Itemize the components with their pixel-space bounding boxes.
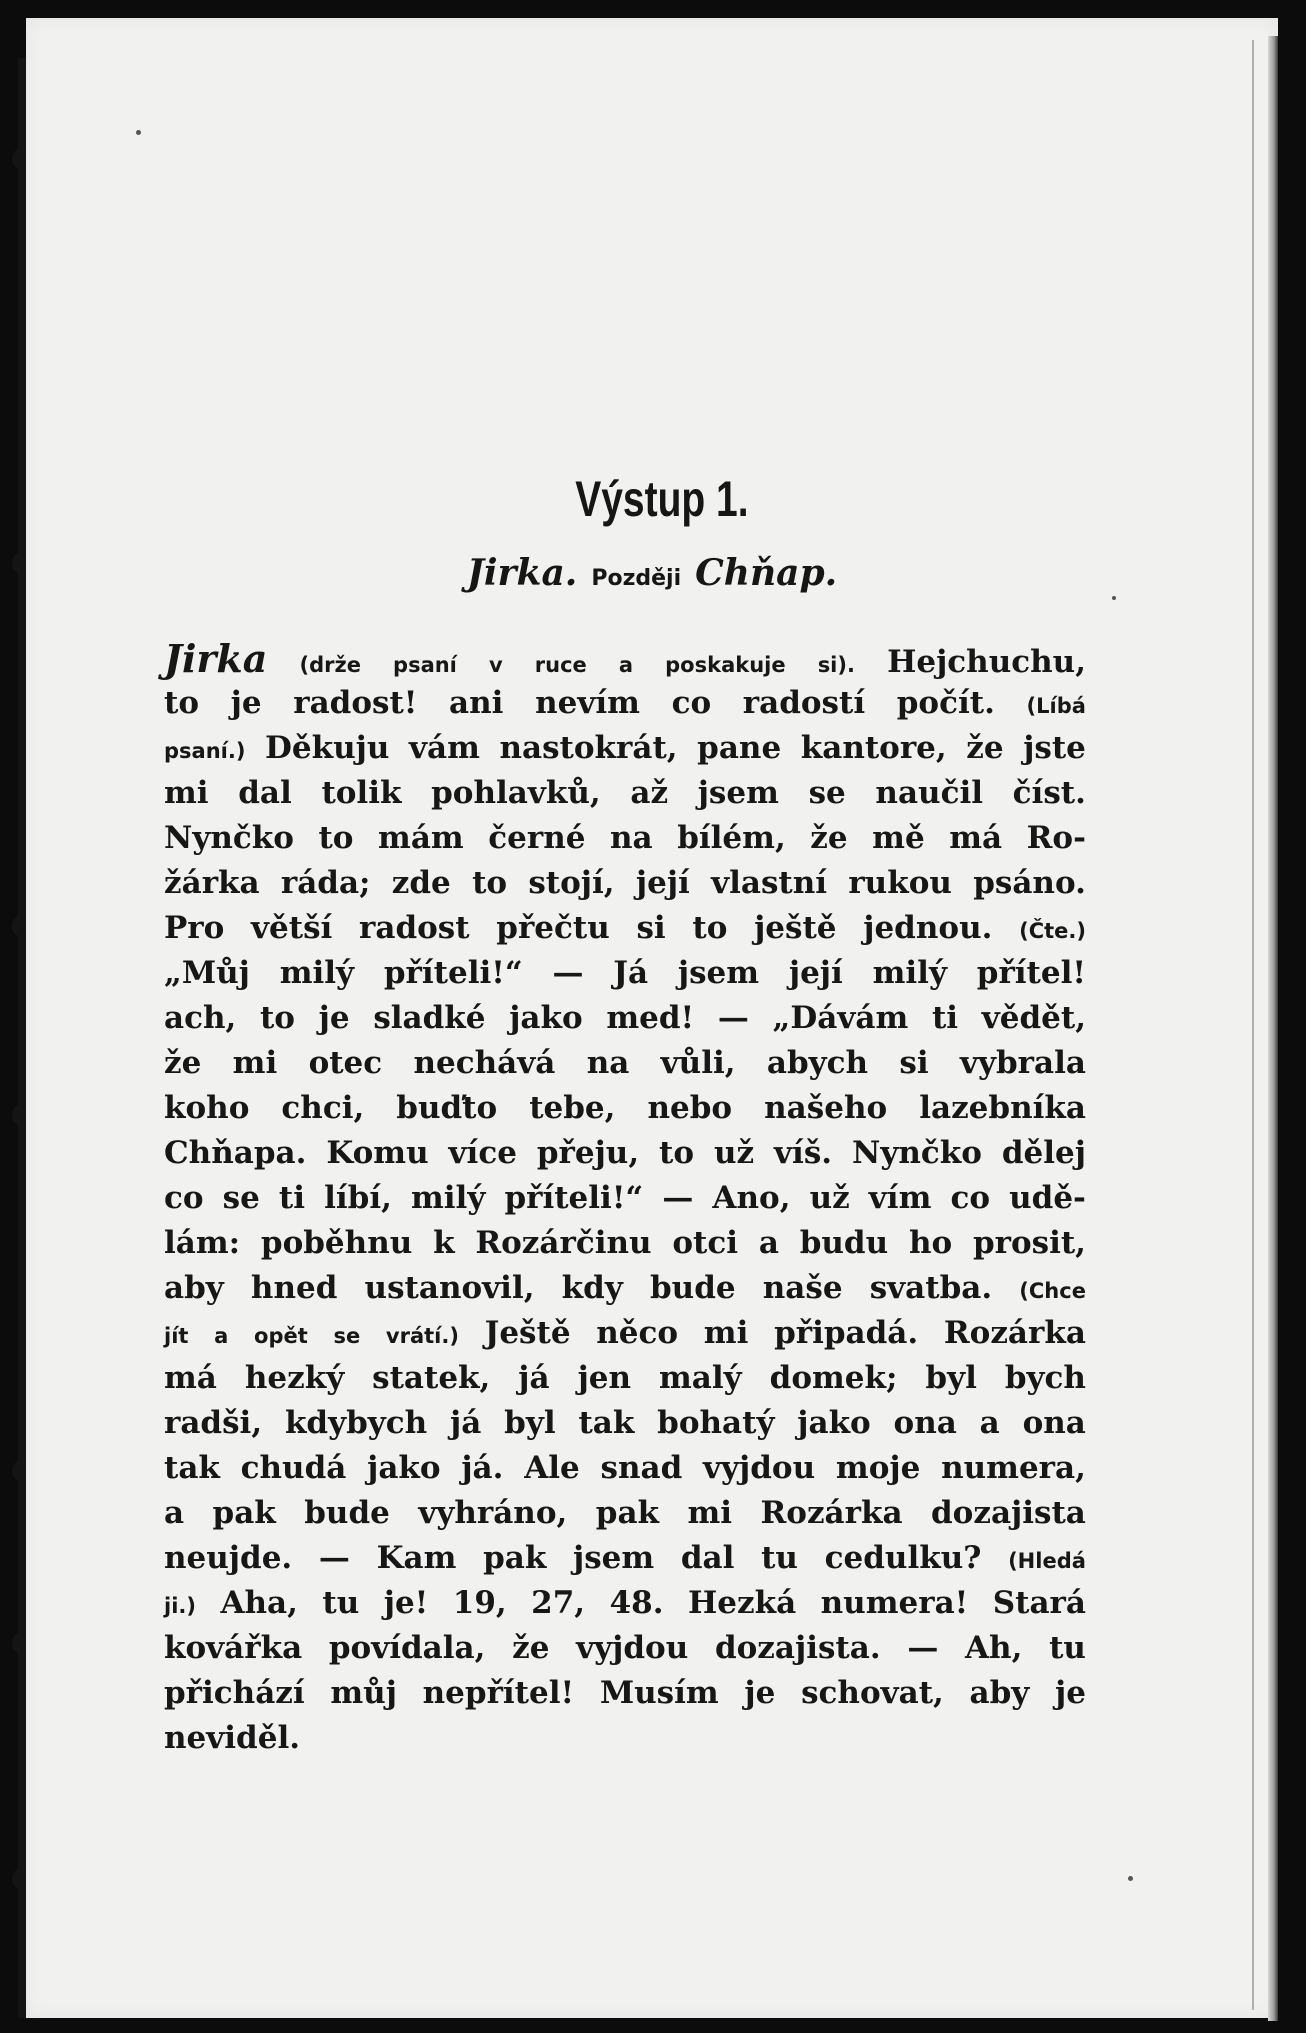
word: si — [636, 910, 666, 946]
word: mě — [872, 820, 925, 856]
word: tebe, — [529, 1090, 616, 1126]
word: více — [448, 1135, 517, 1171]
word: prosit, — [972, 1225, 1086, 1261]
word: cedulku? — [824, 1540, 982, 1576]
text-line — [164, 1131, 1086, 1176]
word: v — [488, 653, 503, 677]
word: nebo — [647, 1090, 733, 1126]
word: mi — [703, 1315, 749, 1351]
word: vyjdou — [703, 1450, 816, 1486]
word: byl — [925, 1360, 977, 1396]
word: je — [230, 685, 262, 721]
word: radostí — [742, 685, 866, 721]
text-line — [164, 1041, 1086, 1086]
word: Rozárka — [943, 1315, 1086, 1351]
word: až — [630, 775, 669, 811]
word: a — [214, 1324, 229, 1348]
word: pak — [595, 1495, 660, 1531]
word: 27, — [531, 1585, 586, 1621]
word: Ano, — [712, 1180, 791, 1216]
word: kdy — [561, 1270, 623, 1306]
word: vyjdou — [576, 1630, 689, 1666]
word: (drže — [299, 653, 361, 677]
word: jsem — [677, 955, 760, 991]
word: Ah, — [965, 1630, 1023, 1666]
word: radši, — [164, 1405, 263, 1441]
text-line — [164, 1176, 1086, 1221]
word: chudá — [240, 1450, 347, 1486]
word: jít — [164, 1324, 189, 1348]
text-line — [164, 1716, 1086, 1761]
word: nepřítel! — [422, 1675, 575, 1711]
word: že — [512, 1630, 550, 1666]
page-edge-rule — [1252, 40, 1254, 2010]
word: ji.) — [164, 1594, 196, 1618]
word: psaní — [393, 653, 457, 677]
word: budu — [799, 1225, 889, 1261]
word: (Hledá — [1008, 1549, 1086, 1573]
word: vím — [868, 1180, 932, 1216]
scene-heading: Výstup 1. — [575, 471, 749, 527]
word: buďto — [396, 1090, 498, 1126]
word: — — [552, 955, 584, 991]
word: jednou. — [863, 910, 993, 946]
text-line — [164, 951, 1086, 996]
word: nevím — [535, 685, 640, 721]
word: neujde. — [164, 1540, 293, 1576]
word: pane — [697, 730, 782, 766]
word: naše — [762, 1270, 843, 1306]
word: má — [949, 820, 1003, 856]
word: a — [979, 1405, 1000, 1441]
word: já — [450, 1405, 482, 1441]
word: pak — [212, 1495, 276, 1531]
word: příteli!“ — [504, 1180, 644, 1216]
word: udě- — [1009, 1180, 1086, 1216]
word: ach, — [164, 1000, 237, 1036]
word: vybrala — [959, 1045, 1086, 1081]
word: líbí, — [324, 1180, 392, 1216]
text-line — [164, 1221, 1086, 1266]
word: bych — [1004, 1360, 1086, 1396]
word: numera! — [820, 1585, 969, 1621]
word: mám — [378, 820, 464, 856]
text-line — [164, 1536, 1086, 1581]
word: tak — [164, 1450, 220, 1486]
word: vlastní — [711, 865, 828, 901]
character-name: Jirka. — [466, 552, 578, 594]
word: žárka — [164, 865, 260, 901]
word: připadá. — [774, 1315, 919, 1351]
word: jako — [509, 1000, 583, 1036]
word: povídala, — [328, 1630, 486, 1666]
word: její — [788, 955, 843, 991]
text-line — [164, 1401, 1086, 1446]
word: je! — [383, 1585, 429, 1621]
word: to — [659, 1135, 695, 1171]
word: moje — [835, 1450, 921, 1486]
word: poběhnu — [260, 1225, 413, 1261]
word: domek; — [769, 1360, 898, 1396]
word: — — [318, 1540, 350, 1576]
word: naučil — [875, 775, 984, 811]
text-line — [164, 906, 1086, 951]
word: já — [518, 1360, 550, 1396]
word: pohlavků, — [431, 775, 601, 811]
word: co — [950, 1180, 991, 1216]
word: malý — [659, 1360, 742, 1396]
word: si). — [817, 653, 855, 677]
text-line — [164, 726, 1086, 771]
page-edge-shadow — [1268, 36, 1278, 2021]
word: se — [222, 1180, 260, 1216]
word: pak — [483, 1540, 547, 1576]
word: to — [164, 685, 199, 721]
word: bude — [649, 1270, 736, 1306]
word: jsem — [573, 1540, 655, 1576]
word: na — [586, 1045, 630, 1081]
word: vám — [408, 730, 480, 766]
word: Hezká — [687, 1585, 797, 1621]
text-line — [164, 1581, 1086, 1626]
word: je — [1055, 1675, 1086, 1711]
text-line — [164, 636, 1086, 681]
word: radost — [359, 910, 470, 946]
word: zde — [391, 865, 451, 901]
word: bílém, — [677, 820, 786, 856]
word: stojí, — [528, 865, 615, 901]
word: co — [164, 1180, 204, 1216]
word: — — [717, 1000, 749, 1036]
word: přítel! — [976, 955, 1086, 991]
word: že — [966, 730, 1004, 766]
word: milý — [410, 1180, 486, 1216]
word: Kam — [376, 1540, 457, 1576]
word: kdybych — [284, 1405, 428, 1441]
word: Ale — [524, 1450, 580, 1486]
word: že — [164, 1045, 202, 1081]
word: ani — [449, 685, 504, 721]
word: rukou — [848, 865, 952, 901]
word: vůli, — [660, 1045, 736, 1081]
word: Pro — [164, 910, 225, 946]
word: tu — [1049, 1630, 1086, 1666]
word: chci, — [281, 1090, 365, 1126]
word: číst. — [1012, 775, 1086, 811]
word: mi — [164, 775, 209, 811]
word: přichází — [164, 1675, 305, 1711]
word: psáno. — [973, 865, 1086, 901]
word: Aha, — [220, 1585, 298, 1621]
word: — — [907, 1630, 939, 1666]
word: kantore, — [800, 730, 947, 766]
word: a — [164, 1495, 185, 1531]
word: si — [899, 1045, 929, 1081]
word: tu — [322, 1585, 360, 1621]
word: vrátí.) — [385, 1324, 459, 1348]
word: že — [810, 820, 848, 856]
word: aby — [969, 1675, 1030, 1711]
word: ti — [278, 1180, 306, 1216]
word: byl — [504, 1405, 556, 1441]
paper-speck — [136, 130, 141, 135]
word: bohatý — [657, 1405, 775, 1441]
word: jste — [1023, 730, 1086, 766]
word: bude — [304, 1495, 390, 1531]
word: přečtu — [496, 910, 610, 946]
word: milý — [872, 955, 947, 991]
word: Stará — [992, 1585, 1086, 1621]
word: počít. — [896, 685, 995, 721]
word: to — [692, 910, 728, 946]
word: dal — [680, 1540, 735, 1576]
word: dal — [238, 775, 292, 811]
word: vědět, — [981, 1000, 1086, 1036]
word: větší — [251, 910, 333, 946]
scene-characters — [26, 552, 1278, 594]
word: (Chce — [1019, 1279, 1086, 1303]
word: jsem — [697, 775, 779, 811]
word: černé — [488, 820, 586, 856]
word: to — [318, 820, 354, 856]
word: přeju, — [536, 1135, 640, 1171]
word: opět — [254, 1324, 308, 1348]
word: hezký — [244, 1360, 345, 1396]
word: hned — [250, 1270, 338, 1306]
text-line — [164, 1086, 1086, 1131]
word: svatba. — [869, 1270, 993, 1306]
word: Nynčko — [852, 1135, 982, 1171]
word: dozajista — [931, 1495, 1086, 1531]
word: už — [713, 1135, 755, 1171]
word: neviděl. — [164, 1720, 301, 1756]
word: našeho — [764, 1090, 888, 1126]
word: numera, — [941, 1450, 1086, 1486]
text-line — [164, 1671, 1086, 1716]
word: snad — [600, 1450, 683, 1486]
stage-note: Později — [591, 566, 682, 591]
word: tak — [578, 1405, 635, 1441]
word: ho — [908, 1225, 953, 1261]
word: a — [758, 1225, 779, 1261]
text-line — [164, 861, 1086, 906]
word: otec — [308, 1045, 383, 1081]
word: Rozárka — [760, 1495, 903, 1531]
text-line — [164, 996, 1086, 1041]
word: co — [671, 685, 712, 721]
text-line — [164, 1446, 1086, 1491]
word: mi — [232, 1045, 278, 1081]
word: příteli!“ — [383, 955, 523, 991]
word: Hejchuchu, — [887, 644, 1086, 680]
word: koho — [164, 1090, 250, 1126]
word: abych — [766, 1045, 869, 1081]
word: tolik — [321, 775, 402, 811]
word: Musím — [599, 1675, 719, 1711]
word: můj — [330, 1675, 397, 1711]
word: se — [333, 1324, 361, 1348]
word: na — [610, 820, 653, 856]
paper-speck — [1112, 596, 1116, 600]
word: milý — [279, 955, 355, 991]
word: ustanovil, — [364, 1270, 535, 1306]
paper-speck — [1128, 1876, 1133, 1881]
word: ráda; — [280, 865, 371, 901]
word: (Líbá — [1026, 694, 1086, 718]
word: Chňapa. — [164, 1135, 307, 1171]
word: má — [164, 1360, 217, 1396]
word: Nynčko — [164, 820, 294, 856]
word: něco — [596, 1315, 679, 1351]
word: dozajista. — [714, 1630, 881, 1666]
word: sladké — [373, 1000, 486, 1036]
character-name: Chňap. — [695, 552, 838, 594]
word: a — [618, 653, 634, 677]
word: je — [744, 1675, 776, 1711]
word: k — [433, 1225, 455, 1261]
word: jako — [797, 1405, 871, 1441]
word: Jirka — [164, 636, 268, 681]
text-line — [164, 1626, 1086, 1671]
word: ruce — [534, 653, 587, 677]
word: kovářka — [164, 1630, 303, 1666]
word: ti — [931, 1000, 959, 1036]
word: psaní.) — [164, 739, 246, 763]
word: Rozárčinu — [475, 1225, 652, 1261]
word: statek, — [372, 1360, 491, 1396]
word: 19, — [452, 1585, 507, 1621]
word: Já — [613, 955, 649, 991]
word: (Čte.) — [1019, 919, 1086, 943]
word: víš. — [774, 1135, 833, 1171]
word: med! — [606, 1000, 695, 1036]
word: se — [808, 775, 846, 811]
word: to — [259, 1000, 295, 1036]
text-line — [164, 1356, 1086, 1401]
word: Ještě — [484, 1315, 571, 1351]
word: ještě — [754, 910, 837, 946]
word: vyhráno, — [418, 1495, 568, 1531]
word: aby — [164, 1270, 224, 1306]
dialogue-text — [164, 636, 1086, 1761]
word: tu — [761, 1540, 798, 1576]
word: Děkuju — [265, 730, 390, 766]
word: to — [472, 865, 508, 901]
word: Ro- — [1026, 820, 1086, 856]
word: radost! — [293, 685, 418, 721]
word: já. — [461, 1450, 504, 1486]
word: „Můj — [164, 955, 250, 991]
word: její — [635, 865, 690, 901]
word: už — [809, 1180, 850, 1216]
word: „Dávám — [772, 1000, 909, 1036]
word: ona — [1022, 1405, 1086, 1441]
word: lám: — [164, 1225, 241, 1261]
word: — — [662, 1180, 694, 1216]
word: dělej — [1001, 1135, 1086, 1171]
word: poskakuje — [665, 653, 786, 677]
word: otci — [672, 1225, 739, 1261]
word: jako — [367, 1450, 441, 1486]
word: ona — [893, 1405, 957, 1441]
word: mi — [687, 1495, 733, 1531]
word: nastokrát, — [499, 730, 678, 766]
word: 48. — [609, 1585, 664, 1621]
word: Komu — [326, 1135, 429, 1171]
text-line — [164, 1266, 1086, 1311]
word: je — [318, 1000, 350, 1036]
text-line — [164, 771, 1086, 816]
word: schovat, — [801, 1675, 944, 1711]
word: nechává — [413, 1045, 556, 1081]
text-line — [164, 681, 1086, 726]
word: jen — [577, 1360, 632, 1396]
text-line — [164, 816, 1086, 861]
word: lazebníka — [919, 1090, 1086, 1126]
text-line — [164, 1311, 1086, 1356]
text-line — [164, 1491, 1086, 1536]
